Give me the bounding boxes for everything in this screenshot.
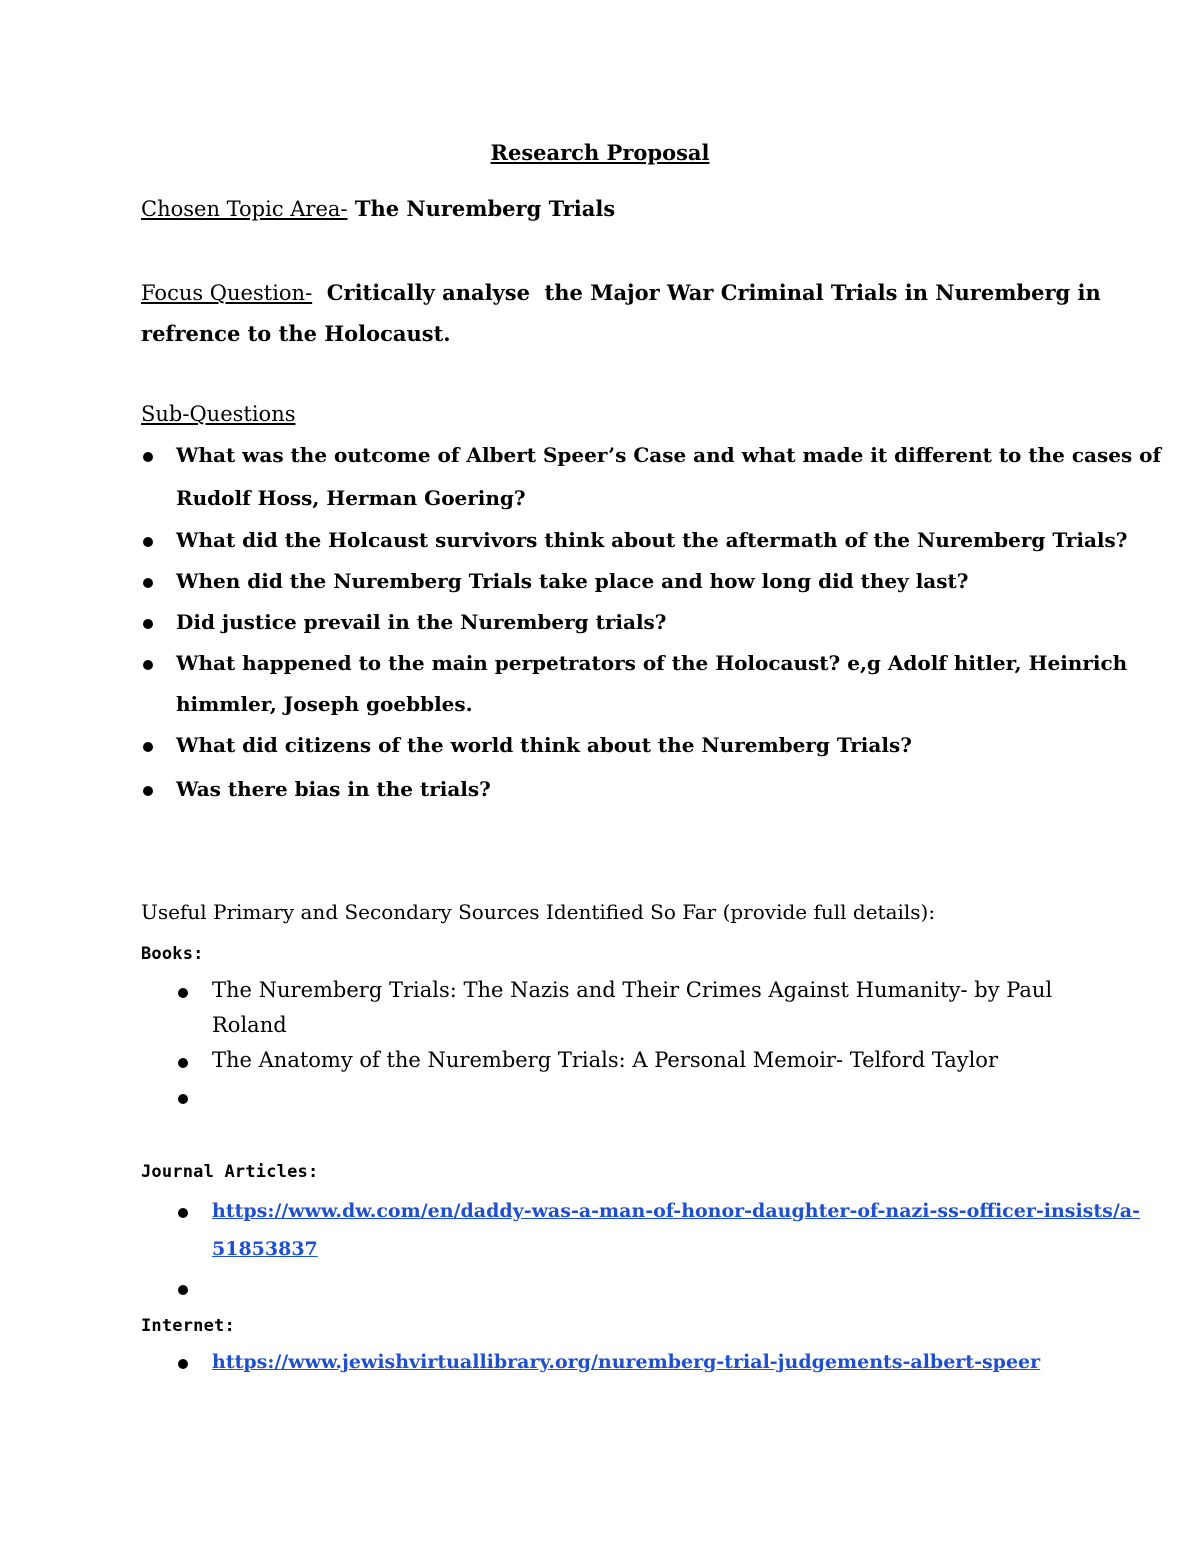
bullet-icon <box>143 742 153 752</box>
bullet-icon <box>143 578 153 588</box>
list-item: The Anatomy of the Nuremberg Trials: A Personal Memoir- Telford Taylor <box>212 1048 998 1072</box>
list-item-continuation: Roland <box>212 1013 287 1037</box>
topic-value: The Nuremberg Trials <box>347 196 616 221</box>
list-item: Was there bias in the trials? <box>176 777 491 801</box>
sub-questions-heading: Sub-Questions <box>141 402 296 426</box>
topic-label: Chosen Topic Area- <box>141 197 348 221</box>
bullet-icon <box>143 660 153 670</box>
books-label: Books: <box>141 944 204 964</box>
page-title: Research Proposal <box>490 140 710 165</box>
list-item: When did the Nuremberg Trials take place and how long did they last? <box>176 569 969 593</box>
bullet-icon <box>178 1094 188 1104</box>
list-item-continuation: Rudolf Hoss, Herman Goering? <box>176 486 526 510</box>
list-item: What was the outcome of Albert Speer’s Case and what made it different to the cases of <box>176 443 1162 467</box>
bullet-icon <box>143 619 153 629</box>
list-item: Did justice prevail in the Nuremberg trials? <box>176 610 667 634</box>
bullet-icon <box>178 988 188 998</box>
list-item: What happened to the main perpetrators of the Holocaust? e,g Adolf hitler, Heinrich <box>176 651 1128 675</box>
focus-question-line-1 <box>141 280 1101 305</box>
list-item: What did the Holcaust survivors think about the aftermath of the Nuremberg Trials? <box>176 528 1128 552</box>
internet-link[interactable]: https://www.jewishvirtuallibrary.org/nuremberg-trial-judgements-albert-speer <box>212 1351 1041 1373</box>
topic-line <box>141 196 615 221</box>
list-item: The Nuremberg Trials: The Nazis and Their Crimes Against Humanity- by Paul <box>212 978 1053 1002</box>
journal-link[interactable]: https://www.dw.com/en/daddy-was-a-man-of-honor-daughter-of-nazi-ss-officer-insists/a- <box>212 1200 1140 1222</box>
internet-label: Internet: <box>141 1316 235 1336</box>
bullet-icon <box>143 786 153 796</box>
list-item: What did citizens of the world think about the Nuremberg Trials? <box>176 733 912 757</box>
journal-articles-label: Journal Articles: <box>141 1162 319 1182</box>
bullet-icon <box>178 1058 188 1068</box>
bullet-icon <box>143 537 153 547</box>
bullet-icon <box>178 1208 188 1218</box>
bullet-icon <box>143 452 153 462</box>
focus-question-line-2: refrence to the Holocaust. <box>141 321 451 346</box>
focus-text-1: Critically analyse the Major War Criminal Trials in Nuremberg in <box>312 280 1101 305</box>
journal-link-continuation[interactable]: 51853837 <box>212 1238 318 1260</box>
bullet-icon <box>178 1359 188 1369</box>
bullet-icon <box>178 1285 188 1295</box>
list-item-continuation: himmler, Joseph goebbles. <box>176 692 473 716</box>
focus-label: Focus Question- <box>141 281 313 305</box>
sources-heading: Useful Primary and Secondary Sources Identified So Far (provide full details): <box>141 900 936 924</box>
